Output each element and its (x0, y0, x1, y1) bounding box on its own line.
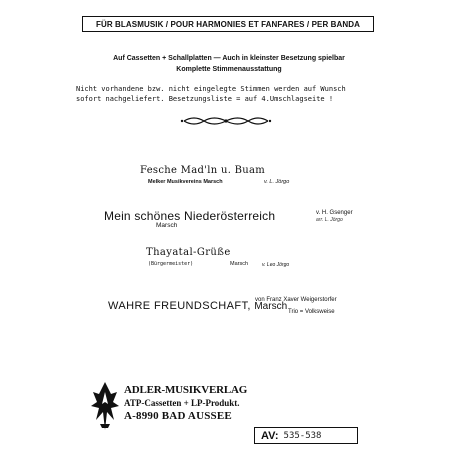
band-title: FÜR BLASMUSIK / POUR HARMONIES ET FANFARES / PER BANDA (95, 19, 361, 29)
catalog-number: 535-538 (283, 430, 322, 441)
eagle-logo-icon (90, 380, 120, 432)
work-1-composer: v. L. Jörgo (264, 179, 290, 185)
work-4-trio-note: Trio = Volksweise (288, 309, 335, 315)
work-2-composer: v. H. Gsenger (316, 210, 353, 216)
header-title-box (82, 16, 374, 32)
parts-note-line-2: sofort nachgeliefert. Besetzungsliste = auf 4.Umschlagseite ! (76, 95, 334, 103)
work-2-arranger: arr. L. Jörgo (316, 217, 343, 223)
work-1-subtitle: Melker Musikvereins Marsch (148, 179, 223, 185)
publisher-address: A-8990 BAD AUSSEE (124, 410, 232, 422)
work-1-title: Fesche Mad'ln u. Buam (140, 165, 266, 176)
work-4-title: WAHRE FREUNDSCHAFT, (108, 300, 251, 312)
work-2-title: Mein schönes Niederösterreich (104, 209, 276, 223)
intro-line-1: Auf Cassetten + Schallplatten — Auch in kleinster Besetzung spielbar (113, 55, 345, 62)
work-2-subtitle: Marsch (156, 222, 178, 229)
work-3-title: Thayatal-Grüße (146, 247, 231, 258)
intro-line-2: Komplette Stimmenausstattung (176, 66, 282, 73)
parts-note-line-1: Nicht vorhandene bzw. nicht eingelegte Stimmen werden auf Wunsch (76, 85, 346, 93)
publisher-name: ADLER-MUSIKVERLAG (124, 384, 248, 396)
catalog-number-box (254, 427, 358, 444)
work-3-parenthetical: (Bürgermeister) (148, 261, 194, 267)
work-3-composer: v. Leo Jörgo (262, 262, 290, 268)
publisher-products: ATP-Cassetten + LP-Produkt. (124, 398, 240, 408)
work-4-subtitle: Marsch (254, 301, 288, 312)
catalog-label: AV: (261, 429, 279, 442)
ornament-divider (180, 114, 272, 128)
work-3-subtitle: Marsch (230, 261, 249, 267)
work-4-composer: von Franz Xaver Weigerstorfer (255, 297, 337, 303)
